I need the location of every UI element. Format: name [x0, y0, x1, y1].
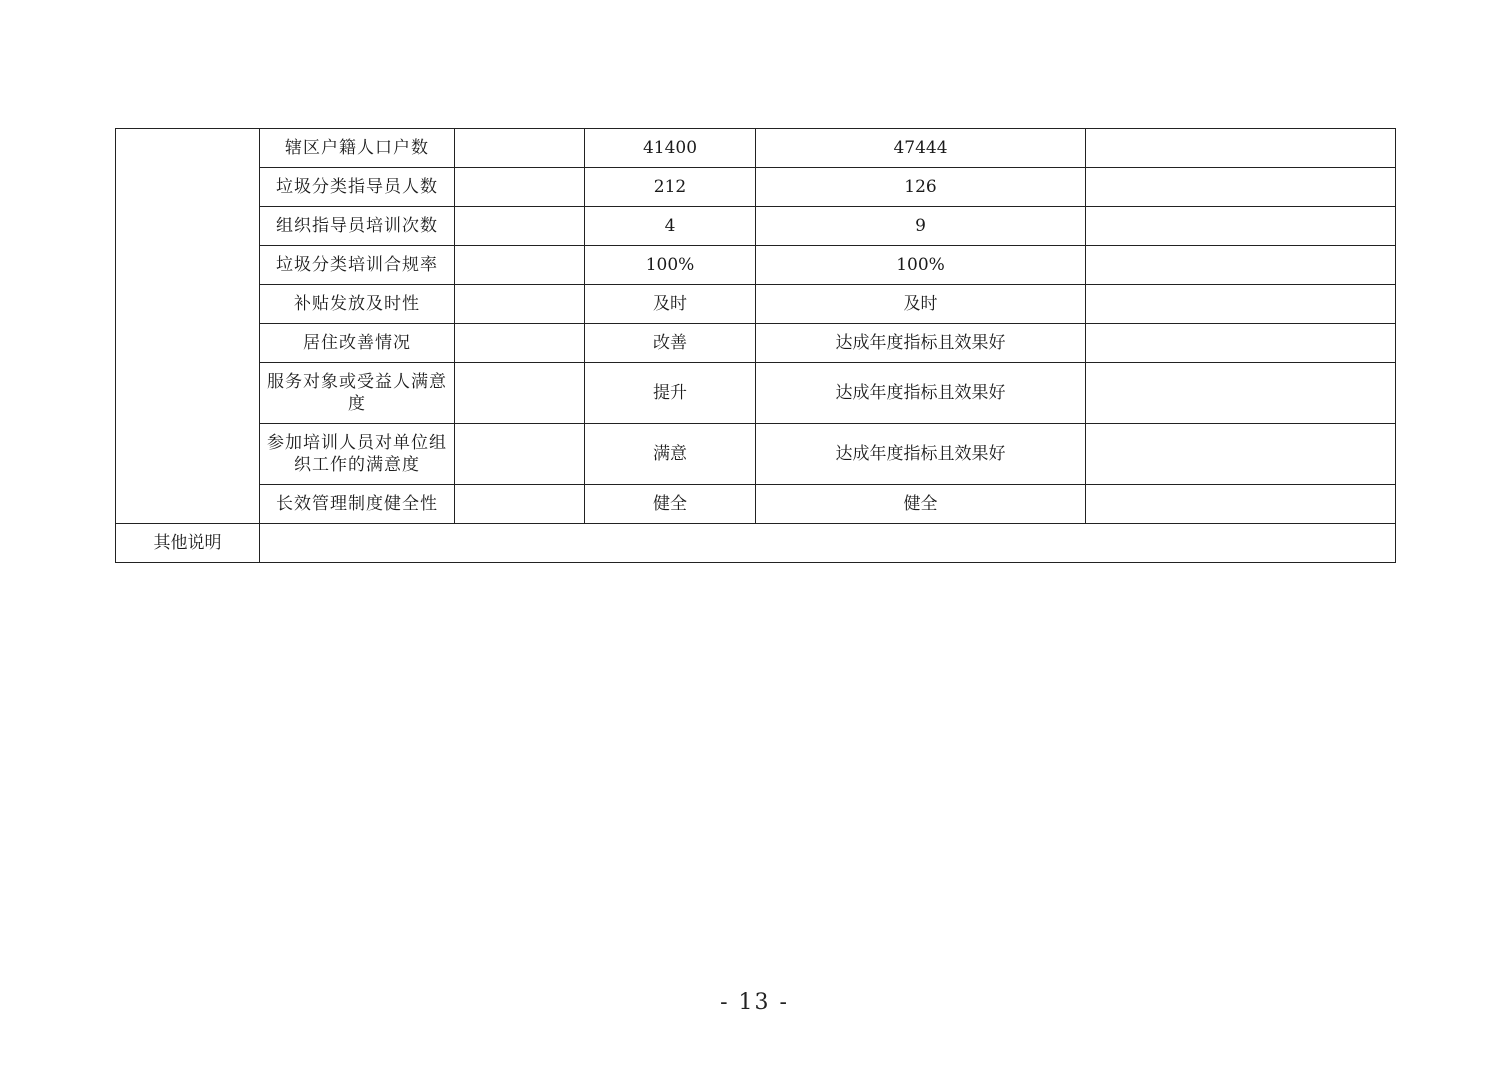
indicator-cell: 辖区户籍人口户数: [260, 129, 455, 168]
table-row: [116, 207, 1396, 246]
page-number: - 13 -: [720, 990, 789, 1015]
remark-cell: [1086, 246, 1396, 285]
target-value-cell: 41400: [585, 129, 756, 168]
remark-cell: [1086, 324, 1396, 363]
performance-table: [115, 128, 1396, 563]
blank-cell: [455, 168, 585, 207]
blank-cell: [455, 324, 585, 363]
target-value-cell: 及时: [585, 285, 756, 324]
indicator-cell: 居住改善情况: [260, 324, 455, 363]
target-value-cell: 提升: [585, 363, 756, 424]
remark-cell: [1086, 485, 1396, 524]
table-row: [116, 324, 1396, 363]
other-notes-row: [116, 524, 1396, 563]
target-value-cell: 改善: [585, 324, 756, 363]
blank-cell: [455, 485, 585, 524]
indicator-cell: 服务对象或受益人满意度: [260, 363, 455, 424]
table-row: [116, 246, 1396, 285]
indicator-cell: 垃圾分类培训合规率: [260, 246, 455, 285]
blank-cell: [455, 424, 585, 485]
remark-cell: [1086, 168, 1396, 207]
actual-value-cell: 100%: [756, 246, 1086, 285]
indicator-cell: 组织指导员培训次数: [260, 207, 455, 246]
table-row: [116, 485, 1396, 524]
indicator-cell: 长效管理制度健全性: [260, 485, 455, 524]
actual-value-cell: 47444: [756, 129, 1086, 168]
actual-value-cell: 126: [756, 168, 1086, 207]
target-value-cell: 健全: [585, 485, 756, 524]
table-row: [116, 363, 1396, 424]
remark-cell: [1086, 285, 1396, 324]
target-value-cell: 4: [585, 207, 756, 246]
remark-cell: [1086, 207, 1396, 246]
other-notes-label: 其他说明: [116, 524, 260, 563]
actual-value-cell: 达成年度指标且效果好: [756, 363, 1086, 424]
actual-value-cell: 健全: [756, 485, 1086, 524]
remark-cell: [1086, 129, 1396, 168]
actual-value-cell: 9: [756, 207, 1086, 246]
actual-value-cell: 达成年度指标且效果好: [756, 324, 1086, 363]
table-row: [116, 129, 1396, 168]
other-notes-content: [260, 524, 1396, 563]
indicator-cell: 垃圾分类指导员人数: [260, 168, 455, 207]
blank-cell: [455, 129, 585, 168]
indicator-cell: 补贴发放及时性: [260, 285, 455, 324]
table-row: [116, 285, 1396, 324]
indicator-cell: 参加培训人员对单位组织工作的满意度: [260, 424, 455, 485]
table-row: [116, 424, 1396, 485]
actual-value-cell: 达成年度指标且效果好: [756, 424, 1086, 485]
blank-cell: [455, 285, 585, 324]
remark-cell: [1086, 363, 1396, 424]
blank-cell: [455, 363, 585, 424]
actual-value-cell: 及时: [756, 285, 1086, 324]
blank-cell: [455, 246, 585, 285]
blank-cell: [455, 207, 585, 246]
target-value-cell: 100%: [585, 246, 756, 285]
category-cell-empty: [116, 129, 260, 524]
table-row: [116, 168, 1396, 207]
target-value-cell: 满意: [585, 424, 756, 485]
remark-cell: [1086, 424, 1396, 485]
target-value-cell: 212: [585, 168, 756, 207]
